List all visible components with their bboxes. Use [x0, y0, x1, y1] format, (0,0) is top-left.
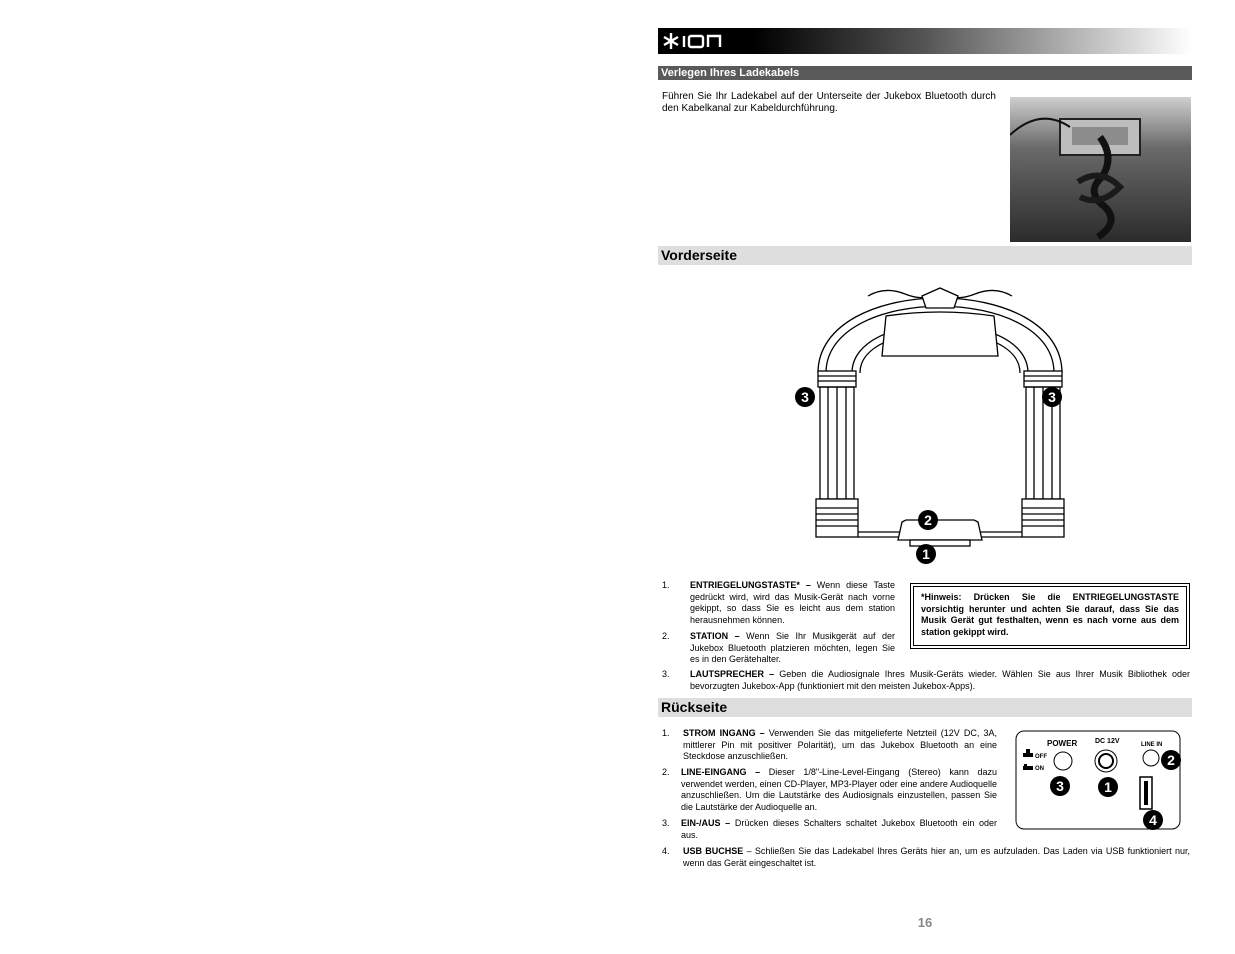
svg-text:2: 2	[1167, 752, 1175, 768]
list-item	[683, 846, 1190, 869]
list-item	[683, 728, 997, 763]
list-item-num: 2.	[662, 631, 670, 641]
svg-text:1: 1	[922, 546, 930, 562]
svg-text:ON: ON	[1035, 766, 1044, 772]
section-title-back: Rückseite	[658, 698, 1192, 717]
list-item-num: 3.	[662, 669, 670, 679]
list-item	[690, 631, 895, 666]
callout-2-back	[1160, 749, 1182, 771]
item-label: STATION –	[690, 631, 740, 641]
item-text: Wenn Sie Ihr Musikgerät auf der Jukebox Bluetooth platzieren möchten, legen Sie es in den Gerätehalter.	[690, 631, 896, 664]
list-item-num: 1.	[662, 728, 670, 738]
item-text: Wenn diese Taste gedrückt wird, wird das Musik-Gerät nach vorne gekippt, so dass Sie es leicht aus dem station herausnehmen können.	[690, 580, 895, 625]
list-item-num: 2.	[662, 767, 670, 777]
list-item	[690, 580, 895, 626]
svg-text:4: 4	[1149, 812, 1157, 828]
list-item-num: 3.	[662, 818, 670, 828]
callout-3-left	[794, 386, 816, 408]
svg-text:DC 12V: DC 12V	[1095, 738, 1120, 745]
item-label: LAUTSPRECHER –	[690, 669, 775, 679]
list-item-num: 4.	[662, 846, 670, 856]
callout-3-right	[1041, 386, 1063, 408]
svg-text:1: 1	[1104, 779, 1112, 795]
item-label: LINE-EINGANG –	[681, 767, 761, 777]
list-item	[681, 767, 997, 813]
list-item	[681, 818, 997, 841]
item-text: Verwenden Sie das mitgelieferte Netzteil (12V DC, 3A, mittlerer Pin mit positiver Polarität), um das Jukebox Bluetooth an eine Steckdose anzuschließen.	[683, 728, 997, 761]
item-label: EIN-/AUS –	[681, 818, 731, 828]
svg-text:3: 3	[1048, 389, 1056, 405]
item-text: Drücken dieses Schalters schaltet Jukebox Bluetooth ein oder aus.	[681, 818, 998, 840]
item-text: Dieser 1/8"-Line-Level-Eingang (Stereo) kann dazu verwendet werden, einen CD-Player, MP3-Player oder eine andere Audioquelle anzuschließen. Um die Lautstärke des Audiosignals einzustellen, passen Sie die Lautstärke der Audioquelle an.	[681, 767, 997, 812]
item-text: – Schließen Sie das Ladekabel Ihres Geräts hier an, um es aufzuladen. Das Laden via USB funktioniert nur, wenn das Gerät eingeschaltet ist.	[683, 846, 1190, 868]
item-label: USB BUCHSE	[683, 846, 744, 856]
svg-text:POWER: POWER	[1047, 739, 1078, 748]
note-box	[910, 583, 1190, 649]
svg-text:3: 3	[801, 389, 809, 405]
svg-text:3: 3	[1056, 778, 1064, 794]
cable-routing-photo	[1010, 97, 1191, 242]
header-bar	[658, 28, 1192, 54]
svg-text:OFF: OFF	[1035, 754, 1047, 760]
list-item	[690, 669, 1190, 692]
item-text: Geben die Audiosignale Ihres Musik-Geräts wieder. Wählen Sie aus Ihrer Musik Bibliothek oder bevorzugten Jukebox-App (funktioniert mit den meisten Jukebox-Apps).	[690, 669, 1190, 691]
svg-text:2: 2	[924, 512, 932, 528]
callout-1-back	[1097, 776, 1119, 798]
note-text: *Hinweis: Drücken Sie die ENTRIEGELUNGSTASTE vorsichtig herunter und achten Sie darauf, dass Sie das Musik Gerät gut festhalten, wenn es nach vorne aus dem station gekippt wird.	[913, 586, 1187, 646]
svg-text:ION: ION	[662, 30, 664, 31]
cable-paragraph: Führen Sie Ihr Ladekabel auf der Unterseite der Jukebox Bluetooth durch den Kabelkanal zur Kabeldurchführung.	[662, 91, 996, 114]
svg-text:LINE IN: LINE IN	[1141, 742, 1163, 748]
item-label: STROM INGANG –	[683, 728, 765, 738]
section-title-front: Vorderseite	[658, 246, 1192, 265]
callout-2-front	[917, 509, 939, 531]
callout-3-back	[1049, 775, 1071, 797]
ion-logo	[662, 30, 732, 52]
page-number: 16	[917, 915, 933, 930]
item-label: ENTRIEGELUNGSTASTE* –	[690, 580, 811, 590]
jukebox-front-diagram	[790, 278, 1090, 568]
callout-4-back	[1142, 809, 1164, 831]
list-item-num: 1.	[662, 580, 670, 590]
section-title-cable: Verlegen Ihres Ladekabels	[658, 66, 1192, 80]
callout-1-front	[915, 543, 937, 565]
